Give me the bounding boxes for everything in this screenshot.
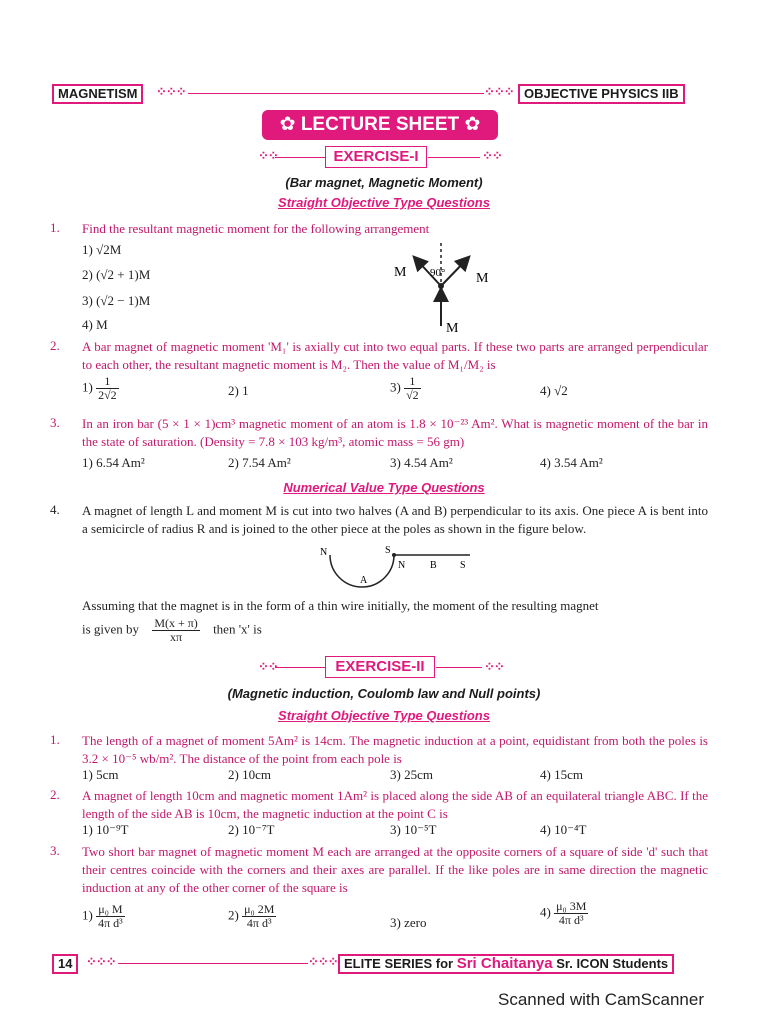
e2-q3-option-2[interactable]: 2) $\frac{\text{μ₀ 2M}}{\text{4π d³}}$	[228, 902, 275, 930]
scanner-watermark: Scanned with CamScanner	[498, 990, 705, 1009]
e2-q2-option-2[interactable]: 2) 10⁻⁷T	[228, 822, 275, 837]
q2-text: A bar magnet of magnetic moment 'M₁' is axially cut into two equal parts. If these two parts are arranged perpendicular to each other, the resultant magnetic moment is M₂. Then the value of M₁/M₂ is	[82, 339, 708, 372]
exercise1-ornament-right: ⁘⁘	[482, 148, 502, 163]
exercise1-subtitle: (Bar magnet, Magnetic Moment)	[285, 175, 483, 190]
e2-q2-text: A magnet of length 10cm and magnetic moment 1Am² is placed along the side AB of an equilateral triangle ABC. If the length of the side AB is 10cm, the magnetic induction at the point C is	[82, 788, 708, 821]
q1-angle-label: 90°	[430, 267, 446, 279]
flower-icon: ✿	[279, 114, 296, 135]
e2-q3-option-1[interactable]: 1) $\frac{\text{μ₀ M}}{\text{4π d³}}$	[82, 902, 123, 930]
e2-q2-option-1[interactable]: 1) 10⁻⁹T	[82, 822, 129, 837]
q4-text: A magnet of length L and moment M is cut into two halves (A and B) perpendicular to its axis. One piece A is bent into a semicircle of radius R and is joined to the other piece at the poles as shown in the figure below.	[82, 503, 708, 536]
header-book-title: OBJECTIVE PHYSICS IIB	[518, 84, 685, 104]
header-rule	[188, 93, 484, 94]
exercise1-section-straight: Straight Objective Type Questions	[278, 195, 490, 210]
q1-text: Find the resultant magnetic moment for the following arrangement	[82, 221, 430, 236]
exercise1-section-numerical: Numerical Value Type Questions	[283, 480, 485, 495]
e2-q2-number: 2.	[50, 787, 60, 802]
q4-label-b: B	[430, 560, 437, 571]
e2-q2-option-4[interactable]: 4) 10⁻⁴T	[540, 822, 587, 837]
q1-label-left: M	[394, 265, 407, 280]
exercise2-ornament-right: ⁘⁘	[484, 659, 504, 674]
q4-text-2: Assuming that the magnet is in the form of a thin wire initially, the moment of the resulting magnet	[82, 598, 599, 613]
q4-formula-line: is given by $\frac{M(x + \pi)}{x\pi}$ then 'x' is	[82, 616, 262, 644]
q1-number: 1.	[50, 220, 60, 235]
q4-junction	[392, 553, 396, 557]
q1-magnet-figure	[380, 238, 510, 338]
q4-label-s2: S	[460, 560, 466, 571]
exercise1-title: EXERCISE-I	[325, 146, 427, 168]
q2-option-2[interactable]: 2) 1	[228, 383, 249, 398]
q1-option-4[interactable]: 4) M	[82, 317, 108, 332]
q2-number: 2.	[50, 338, 60, 353]
exercise1-rule-right	[428, 157, 480, 158]
q3-option-4[interactable]: 4) 3.54 Am²	[540, 455, 603, 470]
q1-option-2[interactable]: 2) (√2 + 1)M	[82, 267, 151, 282]
q3-option-1[interactable]: 1) 6.54 Am²	[82, 455, 145, 470]
q3-number: 3.	[50, 415, 60, 430]
exercise2-rule-left	[275, 667, 325, 668]
footer-ornament-left: ⁘⁘⁘	[86, 954, 116, 969]
q4-label-s1: S	[385, 545, 391, 556]
q1-label-bottom: M	[446, 321, 459, 336]
footer-rule	[118, 963, 308, 964]
e2-q2-option-3[interactable]: 3) 10⁻⁵T	[390, 822, 437, 837]
q2-option-4[interactable]: 4) √2	[540, 383, 568, 398]
footer-ornament-right: ⁘⁘⁘	[308, 954, 338, 969]
e2-q3-option-3[interactable]: 3) zero	[390, 915, 427, 930]
q2-option-3[interactable]: 3) $\frac{1}{√2}$	[390, 374, 419, 402]
page-number: 14	[52, 954, 78, 974]
e2-q1-text: The length of a magnet of moment 5Am² is 14cm. The magnetic induction at a point, equidistant from both the poles is 3.2 × 10⁻⁵ wb/m². The distance of the point from each pole is	[82, 733, 708, 766]
e2-q1-number: 1.	[50, 732, 60, 747]
q3-option-3[interactable]: 3) 4.54 Am²	[390, 455, 453, 470]
footer-series: ELITE SERIES for Sri Chaitanya Sr. ICON Students	[338, 954, 674, 974]
q4-label-n1: N	[320, 547, 328, 558]
q1-option-3[interactable]: 3) (√2 − 1)M	[82, 293, 151, 308]
q1-option-1[interactable]: 1) √2M	[82, 242, 122, 257]
header-ornament-right: ⁘⁘⁘	[484, 84, 514, 99]
e2-q3-text: Two short bar magnet of magnetic moment M each are arranged at the opposite corners of a square of side 'd' such that their centres coincide with the corners and their axes are parallel. If the like poles are in same direction the magnetic induction at any of the other corner of the square is	[82, 844, 708, 895]
e2-q3-number: 3.	[50, 843, 60, 858]
q1-origin-point	[438, 283, 444, 289]
q4-label-n2: N	[398, 560, 406, 571]
exercise2-title: EXERCISE-II	[325, 656, 435, 678]
header-chapter: MAGNETISM	[52, 84, 143, 104]
q3-option-2[interactable]: 2) 7.54 Am²	[228, 455, 291, 470]
header-ornament-left: ⁘⁘⁘	[156, 84, 186, 99]
e2-q1-option-4[interactable]: 4) 15cm	[540, 767, 583, 782]
e2-q1-option-1[interactable]: 1) 5cm	[82, 767, 119, 782]
exercise2-rule-right	[436, 667, 482, 668]
exercise2-ornament-left: ⁘⁘	[258, 659, 278, 674]
brand-logo-text: Sri Chaitanya	[456, 955, 553, 972]
exercise2-section-straight: Straight Objective Type Questions	[278, 708, 490, 723]
lecture-sheet-banner: ✿ LECTURE SHEET ✿	[262, 110, 498, 140]
exercise1-ornament-left: ⁘⁘	[258, 148, 278, 163]
e2-q3-option-4[interactable]: 4) $\frac{\text{μ₀ 3M}}{\text{4π d³}}$	[540, 899, 587, 927]
q3-text: In an iron bar (5 × 1 × 1)cm³ magnetic moment of an atom is 1.8 × 10⁻²³ Am². What is magnetic moment of the bar in the state of saturation. (Density = 7.8 × 103 kg/m³, atomic mass = 56 gm)	[82, 416, 708, 449]
q2-option-1[interactable]: 1) $\frac{1}{2√2}$	[82, 374, 117, 402]
exercise1-rule-left	[275, 157, 325, 158]
exercise2-subtitle: (Magnetic induction, Coulomb law and Null points)	[227, 686, 541, 701]
q4-label-a: A	[360, 575, 368, 586]
q4-number: 4.	[50, 502, 60, 517]
e2-q1-option-2[interactable]: 2) 10cm	[228, 767, 271, 782]
q4-magnet-figure	[310, 543, 480, 593]
e2-q1-option-3[interactable]: 3) 25cm	[390, 767, 433, 782]
q1-label-right: M	[476, 271, 489, 286]
flower-icon: ✿	[464, 114, 481, 135]
